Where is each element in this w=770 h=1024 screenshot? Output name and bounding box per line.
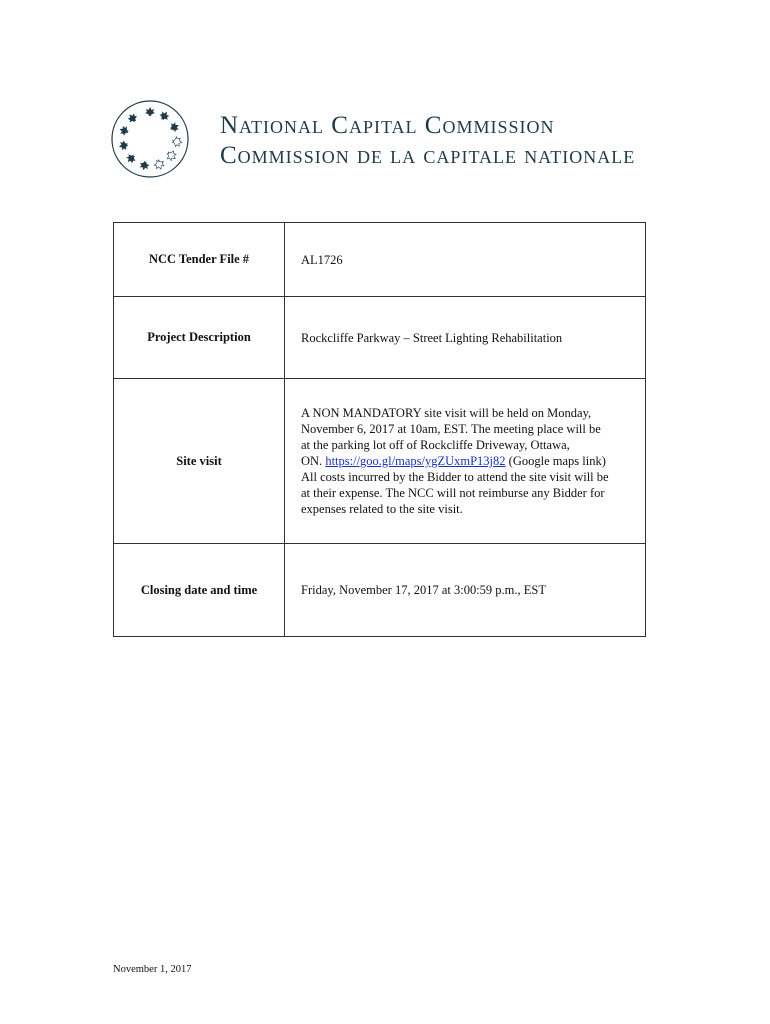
maple-leaf-icon [145,107,155,117]
tender-file-value: AL1726 [285,223,646,297]
site-visit-on: ON. [301,454,323,468]
logo-wordmark [220,111,635,171]
site-visit-costs-line: All costs incurred by the Bidder to attend the site visit will be [301,470,609,484]
site-visit-costs-line: expenses related to the site visit. [301,502,463,516]
table-row [114,297,646,379]
logo-name-en: National Capital Commission [220,112,555,139]
logo-name-fr: Commission de la capitale nationale [220,142,636,169]
project-description-value: Rockcliffe Parkway – Street Lighting Rehabilitation [285,297,646,379]
maple-leaf-icon [118,140,130,152]
maple-leaf-icon [153,158,166,170]
tender-info-table [113,222,646,637]
site-visit-costs-line: at their expense. The NCC will not reimburse any Bidder for [301,486,605,500]
project-description-label: Project Description [114,297,285,379]
maple-leaf-ring-icon [110,93,190,185]
maple-leaf-icon [158,109,172,122]
maple-leaf-icon [126,111,140,125]
maple-leaf-icon [118,124,130,136]
maple-leaf-icon [165,149,179,163]
site-visit-line: November 6, 2017 at 10am, EST. The meeting place will be [301,422,601,436]
maple-leaf-icon [168,121,181,134]
table-row [114,544,646,637]
closing-date-label: Closing date and time [114,544,285,637]
table-row [114,379,646,544]
closing-date-value: Friday, November 17, 2017 at 3:00:59 p.m., EST [285,544,646,637]
maple-leaf-icon [172,136,182,147]
site-visit-value [285,379,646,544]
ncc-logo [110,93,670,189]
google-maps-link-suffix: (Google maps link) [508,454,606,468]
google-maps-link[interactable]: https://goo.gl/maps/ygZUxmP13j82 [325,454,506,468]
site-visit-label: Site visit [114,379,285,544]
site-visit-line: at the parking lot off of Rockcliffe Driveway, Ottawa, [301,438,570,452]
tender-file-label: NCC Tender File # [114,223,285,297]
maple-leaf-icon [138,160,150,171]
footer-date: November 1, 2017 [113,964,192,975]
table-row [114,223,646,297]
maple-leaf-icon [124,152,138,166]
site-visit-line: A NON MANDATORY site visit will be held on Monday, [301,406,592,420]
